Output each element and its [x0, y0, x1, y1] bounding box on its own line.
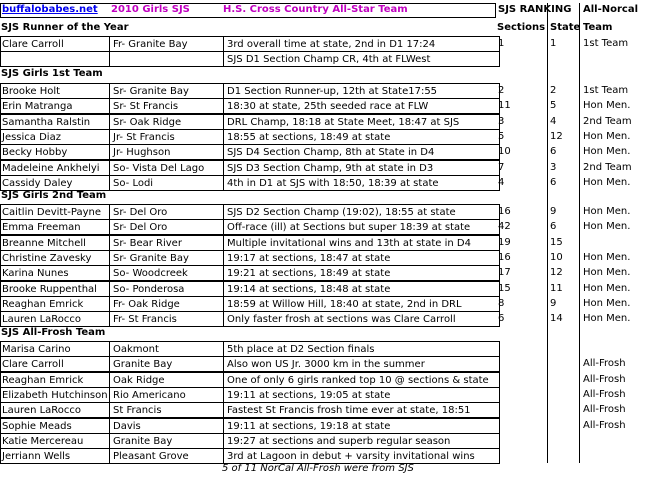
rank-state: 6: [550, 221, 557, 232]
runner-name: Brooke Holt: [2, 86, 61, 97]
table-row: [0, 204, 500, 220]
runner-name: Christine Zavesky: [2, 253, 92, 264]
runner-name: Reaghan Emrick: [2, 299, 84, 310]
rank-state: 6: [550, 177, 557, 188]
norcal-team: Hon Men.: [583, 221, 631, 232]
table-row: [0, 114, 500, 130]
rank-state: 10: [550, 252, 563, 263]
runner-school: Sr- St Francis: [113, 101, 179, 112]
col-state-header: State: [550, 22, 581, 33]
table-row: [0, 387, 500, 403]
rank-sections: 15: [498, 283, 511, 294]
runner-note: 19:11 at sections, 19:18 at state: [227, 421, 391, 432]
runner-note: SJS D2 Section Champ (19:02), 18:55 at state: [227, 207, 456, 218]
runner-school: Davis: [113, 421, 141, 432]
page-title: H.S. Cross Country All-Star Team: [223, 4, 408, 15]
table-row: [0, 219, 500, 235]
table-row: [0, 83, 500, 99]
runner-school: Sr- Del Oro: [113, 222, 168, 233]
runner-note: Off-race (ill) at Sections but super 18:39 at state: [227, 222, 471, 233]
rank-state: 11: [550, 283, 563, 294]
runner-school: Oak Ridge: [113, 375, 165, 386]
section-title-1st-team: SJS Girls 1st Team: [1, 68, 103, 79]
runner-school: Fr- Oak Ridge: [113, 299, 180, 310]
table-row: [0, 265, 500, 281]
norcal-team: Hon Men.: [583, 313, 631, 324]
table-row: [0, 341, 500, 357]
runner-name: Emma Freeman: [2, 222, 81, 233]
table-row: [0, 175, 500, 191]
runner-school: St Francis: [113, 405, 162, 416]
norcal-team: Hon Men.: [583, 177, 631, 188]
runner-name: Caitlin Devitt-Payne: [2, 207, 101, 218]
rank-sections: 19: [498, 237, 511, 248]
runner-note: 19:21 at sections, 18:49 at state: [227, 268, 391, 279]
runner-school: Fr- St Francis: [113, 314, 177, 325]
runner-name: Sophie Meads: [2, 421, 72, 432]
runner-note: 19:17 at sections, 18:47 at state: [227, 253, 391, 264]
runner-note: SJS D4 Section Champ, 8th at State in D4: [227, 147, 435, 158]
norcal-team: Hon Men.: [583, 283, 631, 294]
norcal-team: 1st Team: [583, 38, 629, 49]
norcal-team: Hon Men.: [583, 206, 631, 217]
rank-sections: 11: [498, 100, 511, 111]
runner-name: Katie Mercereau: [2, 436, 84, 447]
norcal-team: Hon Men.: [583, 298, 631, 309]
runner-note: 19:14 at sections, 18:48 at state: [227, 284, 391, 295]
runner-note: SJS D3 Section Champ, 9th at state in D3: [227, 163, 434, 174]
table-row: [0, 418, 500, 434]
table-row: [0, 448, 500, 464]
site-link[interactable]: buffalobabes.net: [2, 4, 98, 15]
runner-name: Erin Matranga: [2, 101, 73, 112]
norcal-team: All-Frosh: [583, 404, 626, 415]
runner-school: Sr- Del Oro: [113, 207, 168, 218]
norcal-team: Hon Men.: [583, 146, 631, 157]
runner-school: Jr- Hughson: [113, 147, 171, 158]
ranking-label: SJS RANKING: [498, 4, 572, 15]
table-row: [0, 402, 500, 418]
runner-name: Reaghan Emrick: [2, 375, 84, 386]
runner-name: Clare Carroll: [2, 359, 64, 370]
norcal-team: Hon Men.: [583, 100, 631, 111]
rank-state: 5: [550, 100, 557, 111]
table-row: [0, 372, 500, 388]
footnote: 5 of 11 NorCal All-Frosh were from SJS: [222, 463, 414, 474]
runner-name: Karina Nunes: [2, 268, 69, 279]
runner-name: Samantha Ralstin: [2, 117, 91, 128]
runner-name: Jessica Diaz: [2, 132, 61, 143]
runner-school: Fr- Granite Bay: [113, 39, 188, 50]
rank-state: 4: [550, 116, 557, 127]
table-row: [0, 235, 500, 251]
allnorcal-label: All-Norcal: [583, 4, 639, 15]
rank-state: 6: [550, 146, 557, 157]
norcal-team: Hon Men.: [583, 131, 631, 142]
runner-note: 3rd overall time at state, 2nd in D1 17:24: [227, 39, 436, 50]
runner-name: Jerriann Wells: [2, 451, 71, 462]
runner-name: Lauren LaRocco: [2, 314, 82, 325]
runner-school: Sr- Granite Bay: [113, 86, 189, 97]
table-row: [0, 433, 500, 449]
table-row: [0, 281, 500, 297]
norcal-team: 1st Team: [583, 85, 629, 96]
norcal-team: 2nd Team: [583, 162, 632, 173]
rank-sections: 10: [498, 146, 511, 157]
rank-state: 12: [550, 131, 563, 142]
rank-sections: 42: [498, 221, 511, 232]
runner-note: Also won US Jr. 3000 km in the summer: [227, 359, 425, 370]
section-title-all-frosh: SJS All-Frosh Team: [1, 327, 106, 338]
runner-name: Elizabeth Hutchinson: [2, 390, 108, 401]
norcal-team: Hon Men.: [583, 267, 631, 278]
runner-school: Sr- Oak Ridge: [113, 117, 182, 128]
runner-note: 18:59 at Willow Hill, 18:40 at state, 2nd in DRL: [227, 299, 462, 310]
rank-sections: 1: [498, 38, 505, 49]
norcal-team: All-Frosh: [583, 420, 626, 431]
rank-sections: 16: [498, 252, 511, 263]
rank-state: 3: [550, 162, 557, 173]
rank-state: 2: [550, 85, 557, 96]
section-title-roy: SJS Runner of the Year: [1, 22, 129, 33]
runner-school: Granite Bay: [113, 359, 173, 370]
runner-name: Cassidy Daley: [2, 178, 73, 189]
rank-state: 9: [550, 298, 557, 309]
col-sections-header: Sections: [497, 22, 546, 33]
rank-sections: 3: [498, 116, 505, 127]
runner-name: Breanne Mitchell: [2, 238, 86, 249]
runner-school: So- Ponderosa: [113, 284, 185, 295]
runner-note: One of only 6 girls ranked top 10 @ sections & state: [227, 375, 489, 386]
year-label: 2010 Girls SJS: [111, 4, 190, 15]
norcal-team: All-Frosh: [583, 358, 626, 369]
runner-note: 5th place at D2 Section finals: [227, 344, 375, 355]
rank-sections: 5: [498, 131, 505, 142]
runner-note: 19:27 at sections and superb regular season: [227, 436, 451, 447]
runner-note: Multiple invitational wins and 13th at state in D4: [227, 238, 471, 249]
runner-note: 18:55 at sections, 18:49 at state: [227, 132, 391, 143]
rank-sections: 7: [498, 162, 505, 173]
table-row: [0, 356, 500, 372]
table-row: [0, 51, 500, 67]
rank-state: 14: [550, 313, 563, 324]
rank-divider-2: [579, 3, 580, 463]
table-row: [0, 311, 500, 327]
runner-note: DRL Champ, 18:18 at State Meet, 18:47 at SJS: [227, 117, 460, 128]
runner-school: Rio Americano: [113, 390, 186, 401]
runner-name: Becky Hobby: [2, 147, 68, 158]
runner-school: So- Woodcreek: [113, 268, 188, 279]
runner-school: Pleasant Grove: [113, 451, 189, 462]
runner-note: 19:11 at sections, 19:05 at state: [227, 390, 391, 401]
runner-name: Lauren LaRocco: [2, 405, 82, 416]
table-row: [0, 129, 500, 145]
rank-sections: 6: [498, 313, 505, 324]
rank-state: 12: [550, 267, 563, 278]
rank-sections: 4: [498, 177, 505, 188]
norcal-team: All-Frosh: [583, 374, 626, 385]
table-row: [0, 144, 500, 160]
table-row: [0, 160, 500, 176]
rank-state: 1: [550, 38, 557, 49]
table-row: [0, 296, 500, 312]
runner-note: Fastest St Francis frosh time ever at state, 18:51: [227, 405, 471, 416]
rank-state: 9: [550, 206, 557, 217]
runner-school: Jr- St Francis: [113, 132, 175, 143]
table-row: [0, 36, 500, 52]
runner-school: So- Lodi: [113, 178, 154, 189]
runner-note: D1 Section Runner-up, 12th at State17:55: [227, 86, 438, 97]
runner-school: Oakmont: [113, 344, 159, 355]
runner-note: 3rd at Lagoon in debut + varsity invitational wins: [227, 451, 475, 462]
rank-sections: 2: [498, 85, 505, 96]
runner-name: Marisa Carino: [2, 344, 71, 355]
runner-school: Sr- Bear River: [113, 238, 182, 249]
norcal-team: All-Frosh: [583, 389, 626, 400]
runner-note: Only faster frosh at sections was Clare Carroll: [227, 314, 456, 325]
rank-sections: 16: [498, 206, 511, 217]
rank-state: 15: [550, 237, 563, 248]
norcal-team: 2nd Team: [583, 116, 632, 127]
runner-name: Madeleine Ankhelyi: [2, 163, 100, 174]
runner-note: 18:30 at state, 25th seeded race at FLW: [227, 101, 429, 112]
rank-sections: 17: [498, 267, 511, 278]
runner-name: Brooke Ruppenthal: [2, 284, 97, 295]
table-row: [0, 250, 500, 266]
runner-note: 4th in D1 at SJS with 18:50, 18:39 at state: [227, 178, 439, 189]
col-team-header: Team: [583, 22, 613, 33]
runner-school: Sr- Granite Bay: [113, 253, 189, 264]
rank-divider-1: [547, 3, 548, 463]
runner-school: Granite Bay: [113, 436, 173, 447]
table-row: [0, 98, 500, 114]
norcal-team: Hon Men.: [583, 252, 631, 263]
runner-school: So- Vista Del Lago: [113, 163, 205, 174]
section-title-2nd-team: SJS Girls 2nd Team: [1, 190, 107, 201]
runner-note: SJS D1 Section Champ CR, 4th at FLWest: [227, 54, 431, 65]
runner-name: Clare Carroll: [2, 39, 64, 50]
rank-sections: 8: [498, 298, 505, 309]
